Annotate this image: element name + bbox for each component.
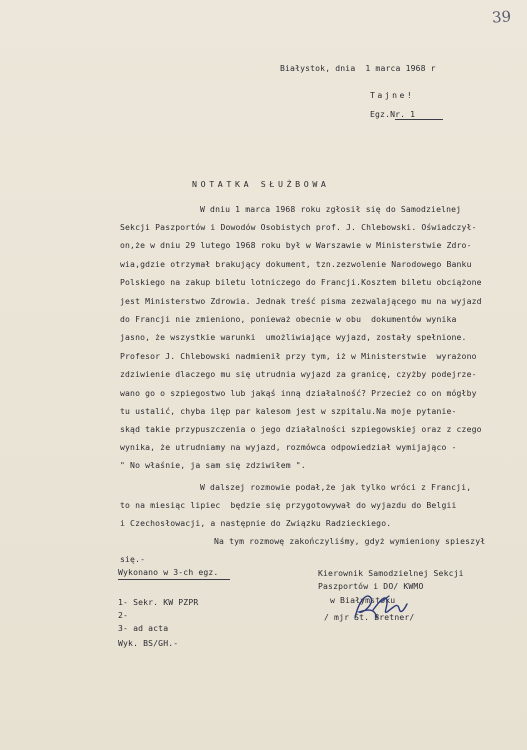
body-line: Polskiego na zakup biletu lotniczego do Francji.Kosztem biletu obciążone <box>120 277 482 287</box>
body-line: wynika, że utrudniamy na wyjazd, rozmówca odpowiedział wymijająco - <box>120 442 457 452</box>
copy-number: Egz.Nr. 1 <box>370 109 416 119</box>
signature-title: Kierownik Samodzielnej Sekcji <box>318 568 464 578</box>
body-line: Na tym rozmowę zakończyliśmy, gdyż wymieniony spieszył <box>214 536 486 546</box>
body-line: Profesor J. Chlebowski nadmienił przy tym, iż w Ministerstwie wyrażono <box>120 351 477 361</box>
distribution-item: Wyk. BS/GH.- <box>118 638 179 648</box>
body-line: do Francji nie zmieniono, ponieważ obecnie w obu dokumentów wynika <box>120 314 457 324</box>
body-line: i Czechosłowacji, a następnie do Związku Radzieckiego. <box>120 518 392 528</box>
body-line: się.- <box>120 554 146 564</box>
page-number: 39 <box>491 7 512 27</box>
distribution-item: 2- <box>118 610 129 620</box>
body-line: on,że w dniu 29 lutego 1968 roku był w Warszawie w Ministerstwie Zdro- <box>120 240 472 250</box>
body-line: jest Ministerstwo Zdrowia. Jednak treść pisma zezwalającego mu na wyjazd <box>120 296 482 306</box>
body-line: to na miesiąc lipiec będzie się przygotowywał do wyjazdu do Belgii <box>120 500 457 510</box>
body-line: " No właśnie, ja sam się zdziwiłem ". <box>120 460 306 470</box>
body-line: wano go o szpiegostwo lub jakąś inną działalność? Przecież co on mógłby <box>120 388 477 398</box>
distribution-item: 1- Sekr. KW PZPR <box>118 597 199 607</box>
body-line: wia,gdzie otrzymał brakujący dokument, tzn.zezwolenie Narodowego Banku <box>120 259 472 269</box>
body-line: zdziwienie dlaczego mu się utrudnia wyjazd za granicę, czyżby podejrze- <box>120 369 477 379</box>
body-line: tu ustalić, chyba ilęp par kalesom jest w szpitalu.Na moje pytanie- <box>120 406 457 416</box>
document-title: NOTATKA SŁUŻBOWA <box>192 179 330 189</box>
signature-name: / mjr St. Bretner/ <box>324 612 415 622</box>
signature-title: Paszportów i DO/ KWMO <box>318 581 424 591</box>
handwritten-signature <box>345 588 415 624</box>
body-line: W dalszej rozmowie podał,że jak tylko wróci z Francji, <box>200 482 472 492</box>
distribution-item: 3- ad acta <box>118 623 169 633</box>
body-line: jasno, że wszystkie warunki umożliwiające wyjazd, zostały spełnione. <box>120 332 467 342</box>
signature-title: w Białymstoku <box>330 595 396 605</box>
body-line: W dniu 1 marca 1968 roku zgłosił się do Samodzielnej <box>200 204 462 214</box>
place-date: Białystok, dnia 1 marca 1968 r <box>280 63 436 73</box>
body-line: skąd takie przypuszczenia o jego działalności szpiegowskiej oraz z czego <box>120 424 482 434</box>
copies-underline <box>118 579 230 580</box>
body-line: Sekcji Paszportów i Dowodów Osobistych prof. J. Chlebowski. Oświadczył- <box>120 222 477 232</box>
classification-stamp: Tajne! <box>370 90 415 100</box>
copy-number-underline <box>395 119 443 120</box>
copies-heading: Wykonano w 3-ch egz. <box>118 567 219 577</box>
